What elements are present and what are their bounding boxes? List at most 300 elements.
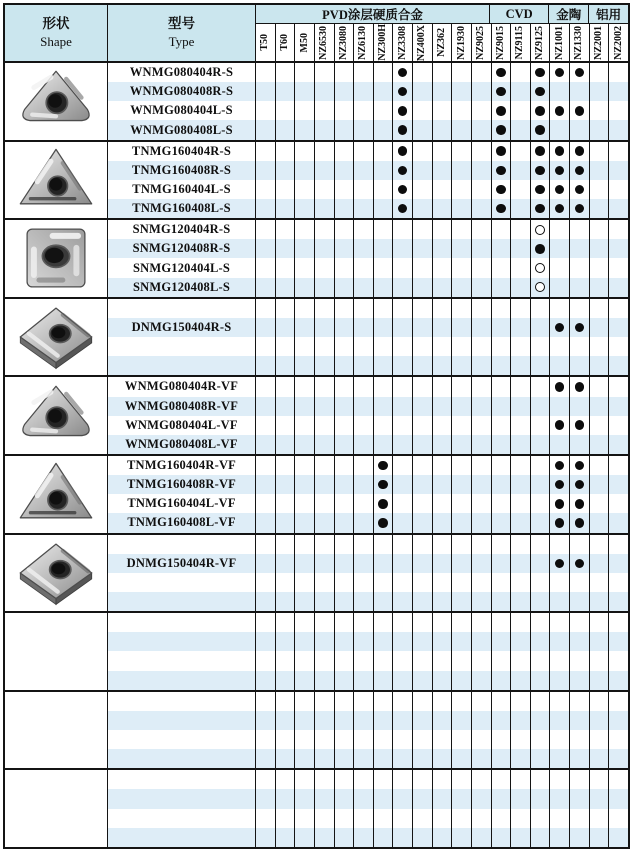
availability-cell <box>570 613 589 632</box>
availability-cell <box>492 456 511 475</box>
shape-photo-dnmg-vf-insert <box>5 535 108 612</box>
availability-cell <box>452 318 471 337</box>
availability-cell <box>256 632 275 651</box>
availability-cell <box>492 416 511 435</box>
availability-cell <box>550 299 569 318</box>
availability-cell <box>335 220 354 239</box>
availability-cell <box>609 711 628 730</box>
availability-cell <box>315 592 334 611</box>
availability-column-M50 <box>295 220 315 297</box>
availability-cell <box>315 142 334 161</box>
availability-cell <box>295 82 314 101</box>
availability-cell <box>452 632 471 651</box>
availability-column-NZ9115 <box>511 63 531 140</box>
availability-cell <box>452 613 471 632</box>
availability-cell <box>393 692 412 711</box>
availability-cell <box>335 456 354 475</box>
availability-cell <box>550 711 569 730</box>
grade-column-label: T60 <box>278 34 290 51</box>
availability-cell <box>550 770 569 789</box>
availability-cell <box>531 120 550 139</box>
availability-cell <box>570 592 589 611</box>
availability-cell <box>550 651 569 670</box>
availability-cell <box>256 258 275 277</box>
availability-cell <box>492 142 511 161</box>
availability-cell <box>609 63 628 82</box>
availability-cell <box>256 82 275 101</box>
availability-cell <box>335 199 354 218</box>
availability-cell <box>531 494 550 513</box>
availability-cell <box>531 435 550 454</box>
availability-column-NZ6530 <box>315 456 335 533</box>
availability-cell <box>374 632 393 651</box>
availability-cell <box>550 142 569 161</box>
grade-column-label: NZ2001 <box>592 25 604 60</box>
availability-grid <box>256 220 628 297</box>
availability-cell <box>393 397 412 416</box>
availability-cell <box>472 789 491 808</box>
availability-cell <box>295 535 314 554</box>
availability-cell <box>609 318 628 337</box>
availability-cell <box>256 730 275 749</box>
type-cell: SNMG120408L-S <box>108 278 255 297</box>
availability-cell <box>276 828 295 847</box>
availability-cell <box>550 397 569 416</box>
availability-cell <box>354 337 373 356</box>
availability-cell <box>511 513 530 532</box>
availability-column-NZ362 <box>433 613 453 690</box>
availability-cell <box>413 494 432 513</box>
availability-cell <box>413 356 432 375</box>
availability-cell <box>511 120 530 139</box>
availability-cell <box>256 749 275 768</box>
availability-cell <box>295 770 314 789</box>
availability-column-NZ2001 <box>590 770 610 847</box>
column-group-0: PVD涂层硬质合金 <box>256 5 490 23</box>
availability-cell <box>452 337 471 356</box>
type-cell <box>108 651 255 670</box>
availability-cell <box>550 82 569 101</box>
availability-cell <box>570 435 589 454</box>
availability-column-T50 <box>256 456 276 533</box>
availability-cell <box>335 397 354 416</box>
availability-cell <box>433 318 452 337</box>
insert-block-6 <box>5 535 628 614</box>
availability-cell <box>295 120 314 139</box>
availability-cell <box>393 730 412 749</box>
availability-column-NZ1330 <box>570 692 590 769</box>
availability-cell <box>374 613 393 632</box>
grade-column-header-NZ2001 <box>590 24 610 61</box>
availability-cell <box>511 258 530 277</box>
filled-dot-icon <box>555 420 565 430</box>
type-header-cn: 型号 <box>168 16 195 32</box>
availability-cell <box>590 789 609 808</box>
availability-cell <box>295 671 314 690</box>
availability-cell <box>295 809 314 828</box>
availability-column-NZ362 <box>433 63 453 140</box>
grade-column-label: NZ1930 <box>455 25 467 60</box>
availability-cell <box>276 809 295 828</box>
availability-cell <box>433 397 452 416</box>
availability-cell <box>570 671 589 690</box>
availability-column-NZ362 <box>433 692 453 769</box>
availability-cell <box>393 809 412 828</box>
availability-cell <box>393 789 412 808</box>
availability-cell <box>590 671 609 690</box>
availability-cell <box>295 101 314 120</box>
type-cell: TNMG160404L-VF <box>127 496 236 511</box>
grade-column-label: NZ3080 <box>337 25 349 60</box>
availability-column-NZ1930 <box>452 456 472 533</box>
availability-cell <box>315 397 334 416</box>
availability-cell <box>590 651 609 670</box>
availability-cell <box>413 161 432 180</box>
availability-cell <box>295 278 314 297</box>
availability-cell <box>354 613 373 632</box>
availability-cell <box>335 692 354 711</box>
availability-column-NZ9025 <box>472 220 492 297</box>
availability-column-NZ3308 <box>393 692 413 769</box>
availability-cell <box>609 82 628 101</box>
availability-cell <box>590 632 609 651</box>
availability-cell <box>413 142 432 161</box>
availability-cell <box>413 613 432 632</box>
grade-column-header-NZ1930 <box>452 24 472 61</box>
availability-cell <box>511 435 530 454</box>
availability-cell <box>609 258 628 277</box>
availability-column-NZ1001 <box>550 770 570 847</box>
availability-column-M50 <box>295 299 315 376</box>
diamond-insert-photo <box>12 539 100 607</box>
availability-cell <box>413 199 432 218</box>
availability-cell <box>472 258 491 277</box>
availability-column-NZ2001 <box>590 535 610 612</box>
availability-cell <box>276 770 295 789</box>
availability-cell <box>550 692 569 711</box>
availability-column-NZ2001 <box>590 613 610 690</box>
availability-cell <box>511 613 530 632</box>
availability-cell <box>590 711 609 730</box>
availability-cell <box>413 749 432 768</box>
availability-cell <box>550 592 569 611</box>
availability-cell <box>256 456 275 475</box>
type-cell: TNMG160408L-S <box>108 199 255 218</box>
availability-column-T50 <box>256 142 276 219</box>
availability-cell <box>374 220 393 239</box>
availability-cell <box>276 180 295 199</box>
availability-cell <box>276 692 295 711</box>
availability-column-NZ9115 <box>511 770 531 847</box>
table-header <box>5 5 628 63</box>
availability-cell <box>256 199 275 218</box>
availability-cell <box>452 592 471 611</box>
availability-column-T50 <box>256 692 276 769</box>
type-cells <box>108 220 256 297</box>
hollow-circle-icon <box>535 282 545 292</box>
availability-cell <box>590 239 609 258</box>
availability-column-NZ9125 <box>531 220 551 297</box>
trigon-insert-photo <box>12 382 100 450</box>
type-cell <box>108 749 255 768</box>
availability-column-NZ400X <box>413 535 433 612</box>
availability-cell <box>609 730 628 749</box>
availability-column-NZ1930 <box>452 377 472 454</box>
availability-cell <box>374 435 393 454</box>
availability-cell <box>256 377 275 396</box>
availability-cell <box>374 258 393 277</box>
filled-dot-icon <box>575 461 585 471</box>
availability-cell <box>433 651 452 670</box>
availability-cell <box>531 513 550 532</box>
availability-cell <box>511 828 530 847</box>
availability-cell <box>413 416 432 435</box>
availability-column-T50 <box>256 299 276 376</box>
availability-column-M50 <box>295 770 315 847</box>
availability-cell <box>335 475 354 494</box>
availability-cell <box>413 63 432 82</box>
availability-cell <box>452 456 471 475</box>
availability-cell <box>354 239 373 258</box>
availability-column-NZ2001 <box>590 377 610 454</box>
availability-cell <box>393 63 412 82</box>
availability-column-NZ3308 <box>393 770 413 847</box>
availability-cell <box>511 239 530 258</box>
availability-column-NZ6130 <box>354 142 374 219</box>
availability-cell <box>550 161 569 180</box>
availability-cell <box>433 356 452 375</box>
availability-cell <box>335 828 354 847</box>
grade-column-header-NZ2002 <box>609 24 628 61</box>
availability-column-NZ3080 <box>335 299 355 376</box>
availability-column-T60 <box>276 770 296 847</box>
shape-photo-wnmg-vf-insert <box>5 377 108 454</box>
availability-cell <box>315 239 334 258</box>
availability-cell <box>256 789 275 808</box>
availability-column-T60 <box>276 220 296 297</box>
availability-cell <box>374 809 393 828</box>
shape-photo-empty <box>5 770 108 847</box>
availability-cell <box>531 632 550 651</box>
availability-cell <box>452 475 471 494</box>
type-cell: WNMG080404L-S <box>130 103 233 118</box>
availability-column-NZ400X <box>413 220 433 297</box>
availability-column-NZ1930 <box>452 220 472 297</box>
availability-column-NZ2001 <box>590 220 610 297</box>
availability-cell <box>511 671 530 690</box>
availability-cell <box>531 613 550 632</box>
availability-cell <box>472 651 491 670</box>
availability-cell <box>531 101 550 120</box>
availability-column-T50 <box>256 613 276 690</box>
availability-cell <box>492 651 511 670</box>
availability-cell <box>413 299 432 318</box>
availability-cell <box>550 180 569 199</box>
availability-cell <box>570 456 589 475</box>
availability-cell <box>295 239 314 258</box>
availability-cell <box>570 180 589 199</box>
availability-cell <box>433 513 452 532</box>
availability-column-NZ9115 <box>511 220 531 297</box>
availability-cell <box>452 809 471 828</box>
availability-cell <box>276 318 295 337</box>
availability-cell <box>531 809 550 828</box>
availability-cell <box>511 142 530 161</box>
availability-column-NZ3308 <box>393 142 413 219</box>
type-cell <box>108 632 255 651</box>
availability-column-NZ9115 <box>511 142 531 219</box>
availability-cell <box>256 513 275 532</box>
availability-cell <box>511 337 530 356</box>
type-cells <box>108 770 256 847</box>
availability-cell <box>413 278 432 297</box>
availability-column-NZ6130 <box>354 535 374 612</box>
availability-column-NZ9015 <box>492 770 512 847</box>
availability-cell <box>295 828 314 847</box>
availability-cell <box>590 180 609 199</box>
availability-column-NZ9025 <box>472 63 492 140</box>
availability-cell <box>511 397 530 416</box>
availability-cell <box>472 397 491 416</box>
availability-cell <box>374 120 393 139</box>
availability-column-NZ1930 <box>452 63 472 140</box>
type-cell: WNMG080408L-VF <box>108 435 255 454</box>
availability-cell <box>452 573 471 592</box>
availability-cell <box>413 82 432 101</box>
availability-cell <box>354 161 373 180</box>
availability-column-NZ9025 <box>472 377 492 454</box>
availability-column-NZ9025 <box>472 613 492 690</box>
availability-cell <box>590 220 609 239</box>
availability-cell <box>609 120 628 139</box>
availability-cell <box>335 101 354 120</box>
availability-cell <box>374 651 393 670</box>
availability-column-NZ9125 <box>531 63 551 140</box>
availability-cell <box>452 535 471 554</box>
filled-dot-icon <box>398 106 408 116</box>
availability-column-T60 <box>276 377 296 454</box>
availability-column-NZ6130 <box>354 770 374 847</box>
availability-cell <box>433 711 452 730</box>
availability-cell <box>452 220 471 239</box>
availability-cell <box>609 671 628 690</box>
grade-column-header-NZ3080 <box>335 24 355 61</box>
availability-cell <box>590 278 609 297</box>
availability-cell <box>315 632 334 651</box>
availability-column-NZ1930 <box>452 535 472 612</box>
availability-column-NZ362 <box>433 220 453 297</box>
grade-column-label: NZ362 <box>435 28 447 58</box>
availability-cell <box>354 535 373 554</box>
column-group-1: CVD <box>490 5 549 23</box>
filled-dot-icon <box>555 323 565 333</box>
availability-cell <box>590 63 609 82</box>
availability-cell <box>609 416 628 435</box>
insert-block-3 <box>5 299 628 378</box>
availability-column-NZ300H <box>374 220 394 297</box>
grade-column-header-NZ6530 <box>315 24 335 61</box>
availability-cell <box>315 513 334 532</box>
availability-cell <box>413 651 432 670</box>
availability-cell <box>590 199 609 218</box>
availability-cell <box>393 82 412 101</box>
availability-cell <box>256 651 275 670</box>
availability-cell <box>472 671 491 690</box>
availability-cell <box>354 828 373 847</box>
availability-cell <box>550 749 569 768</box>
availability-cell <box>335 554 354 573</box>
hollow-circle-icon <box>535 263 545 273</box>
grade-column-label: NZ9015 <box>494 25 506 60</box>
availability-cell <box>374 337 393 356</box>
availability-cell <box>276 377 295 396</box>
availability-cell <box>472 101 491 120</box>
availability-cell <box>354 573 373 592</box>
grade-column-header-NZ400X <box>413 24 433 61</box>
availability-cell <box>413 475 432 494</box>
availability-cell <box>276 711 295 730</box>
availability-cell <box>354 356 373 375</box>
availability-cell <box>570 397 589 416</box>
availability-cell <box>295 554 314 573</box>
availability-column-T50 <box>256 535 276 612</box>
availability-cell <box>276 651 295 670</box>
availability-cell <box>393 592 412 611</box>
availability-cell <box>570 573 589 592</box>
filled-dot-icon <box>575 559 585 569</box>
filled-dot-icon <box>378 518 388 528</box>
grade-column-label: NZ2002 <box>612 25 624 60</box>
diamond-insert-photo <box>12 303 100 371</box>
type-cell: WNMG080404L-VF <box>125 417 238 432</box>
availability-cell <box>393 554 412 573</box>
availability-column-T60 <box>276 299 296 376</box>
availability-cell <box>354 299 373 318</box>
filled-dot-icon <box>535 204 545 214</box>
availability-cell <box>315 220 334 239</box>
availability-cell <box>335 592 354 611</box>
availability-cell <box>570 82 589 101</box>
availability-cell <box>295 377 314 396</box>
availability-cell <box>590 416 609 435</box>
grade-column-label: NZ9025 <box>475 25 487 60</box>
availability-cell <box>531 828 550 847</box>
availability-cell <box>609 278 628 297</box>
availability-column-NZ300H <box>374 299 394 376</box>
availability-cell <box>276 120 295 139</box>
availability-cell <box>511 770 530 789</box>
availability-cell <box>276 101 295 120</box>
availability-cell <box>256 535 275 554</box>
availability-cell <box>393 101 412 120</box>
availability-cell <box>354 749 373 768</box>
availability-cell <box>570 632 589 651</box>
grade-column-header-M50 <box>295 24 315 61</box>
availability-cell <box>374 828 393 847</box>
type-cell <box>108 613 255 632</box>
filled-dot-icon <box>575 106 585 116</box>
availability-column-NZ9015 <box>492 142 512 219</box>
availability-cell <box>609 809 628 828</box>
availability-column-NZ9115 <box>511 535 531 612</box>
availability-cell <box>531 239 550 258</box>
availability-cell <box>315 435 334 454</box>
availability-cell <box>550 435 569 454</box>
availability-cell <box>295 63 314 82</box>
availability-cell <box>335 356 354 375</box>
availability-cell <box>511 416 530 435</box>
availability-cell <box>472 377 491 396</box>
